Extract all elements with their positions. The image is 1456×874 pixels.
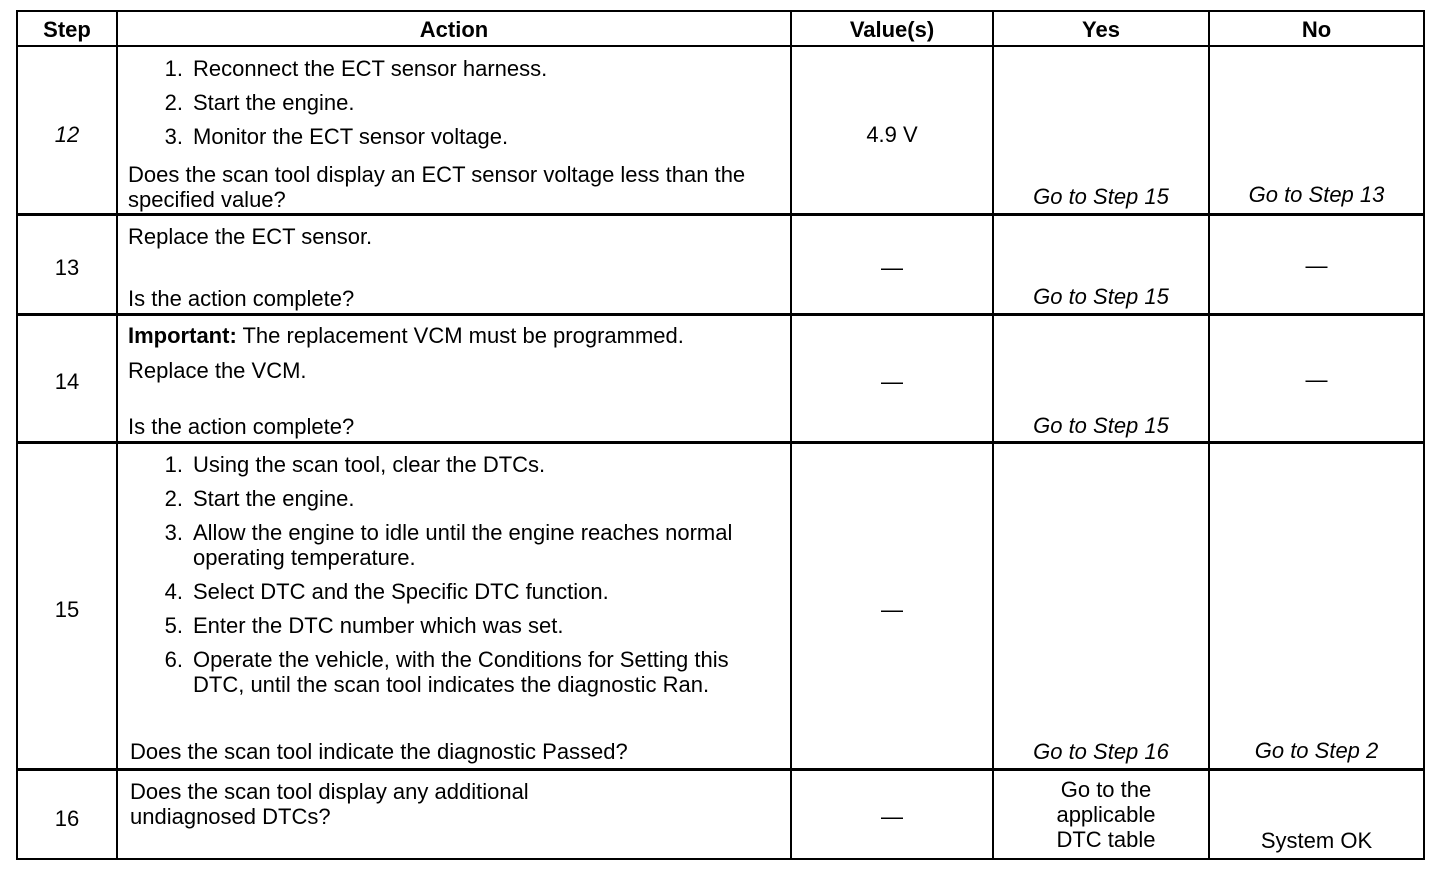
action-line: Replace the ECT sensor.: [128, 224, 373, 249]
action-steps: [128, 56, 778, 149]
no-cell: Go to Step 2: [1254, 738, 1379, 763]
header-no: No: [1301, 17, 1332, 42]
action-question: Is the action complete?: [128, 414, 355, 439]
step-number: 15: [54, 597, 80, 622]
yes-cell: Go to the applicable DTC table: [1056, 777, 1156, 852]
important-label: Important:: [128, 323, 237, 348]
row-divider: [18, 313, 1423, 316]
list-item: 3. Allow the engine to idle until the engine reaches normal operating temperature.: [164, 520, 733, 570]
row-divider: [18, 213, 1423, 216]
step-number: 14: [54, 369, 80, 394]
yes-cell: Go to Step 15: [1033, 413, 1169, 438]
list-item: 2. Start the engine.: [164, 90, 355, 115]
no-cell: —: [1305, 253, 1328, 278]
action-question: Does the scan tool display any additional undiagnosed DTCs?: [130, 779, 529, 829]
step-number: 16: [54, 806, 80, 831]
action-steps: [128, 452, 778, 697]
row-divider: [18, 768, 1423, 771]
step-number: 12: [54, 122, 80, 147]
value-cell: —: [881, 597, 903, 622]
list-item: 6. Operate the vehicle, with the Conditions for Setting this DTC, until the scan tool indicates the diagnostic Ran.: [164, 647, 729, 697]
action-cell: [128, 56, 778, 158]
action-cell: [128, 452, 778, 706]
header-values: Value(s): [849, 17, 935, 42]
value-cell: —: [881, 369, 903, 394]
list-item: 3. Monitor the ECT sensor voltage.: [164, 124, 509, 149]
list-item: 2. Start the engine.: [164, 486, 355, 511]
yes-cell: Go to Step 15: [1033, 184, 1169, 209]
value-cell: —: [881, 804, 903, 829]
list-item: 1. Using the scan tool, clear the DTCs.: [164, 452, 546, 477]
value-cell: —: [881, 255, 903, 280]
no-cell: Go to Step 13: [1248, 182, 1385, 207]
important-note: [128, 323, 778, 348]
diagnostic-table: [16, 10, 1425, 860]
header-yes: Yes: [1082, 17, 1120, 42]
important-text: The replacement VCM must be programmed.: [236, 323, 684, 348]
action-line: Replace the VCM.: [128, 358, 307, 383]
list-item: 5. Enter the DTC number which was set.: [164, 613, 564, 638]
action-question: Is the action complete?: [128, 286, 355, 311]
no-cell: System OK: [1260, 828, 1373, 853]
col-divider: [116, 12, 118, 858]
header-action: Action: [419, 17, 489, 42]
row-divider: [18, 45, 1423, 47]
value-cell: 4.9 V: [866, 122, 918, 147]
list-item: 4. Select DTC and the Specific DTC function.: [164, 579, 609, 604]
step-number: 13: [54, 255, 80, 280]
no-cell: —: [1305, 367, 1328, 392]
action-question: Does the scan tool display an ECT sensor voltage less than the specified value?: [128, 162, 746, 212]
col-divider: [1208, 12, 1210, 858]
row-divider: [18, 441, 1423, 444]
list-item: 1. Reconnect the ECT sensor harness.: [164, 56, 548, 81]
yes-cell: Go to Step 15: [1033, 284, 1169, 309]
yes-cell: Go to Step 16: [1033, 739, 1169, 764]
action-question: Does the scan tool indicate the diagnostic Passed?: [130, 739, 628, 764]
header-step: Step: [43, 17, 91, 42]
